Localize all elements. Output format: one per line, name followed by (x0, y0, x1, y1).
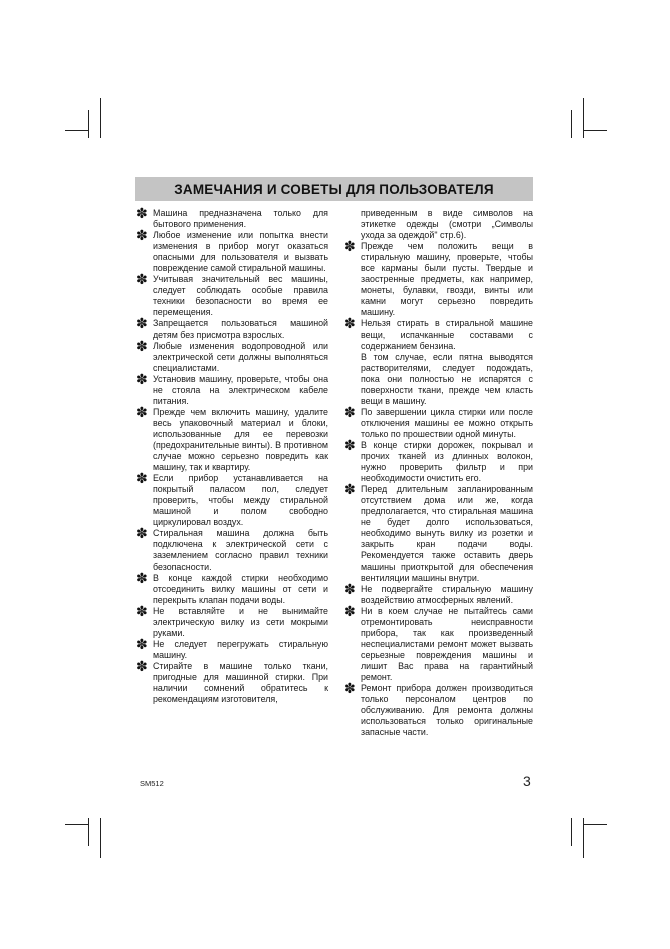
list-item-extra-text: В том случае, если пятна выводятся растворителями, следует подождать, пока они полностью не испарятся с поверхности ткани, прежде чем класть вещи в машину. (361, 351, 533, 406)
list-item (135, 315, 328, 340)
flower-bullet-icon: ✽ (344, 315, 356, 332)
list-item-text: Нельзя стирать в стиральной машине вещи, испачканные составами с содержанием бензина. (361, 318, 533, 351)
list-item (135, 470, 328, 528)
list-item-text: Стиральная машина должна быть подключена к электрической сети с заземлением согласно правил техники безопасности. (153, 528, 328, 572)
list-item-text: Любое изменение или попытка внести изменения в прибор могут оказаться опасными для пользователя и вызвать повреждение самой стиральной машины. (153, 230, 328, 274)
left-column (135, 205, 328, 705)
flower-bullet-icon: ✽ (136, 403, 148, 420)
list-item (135, 227, 328, 274)
crop-mark (100, 818, 101, 858)
flower-bullet-icon: ✽ (344, 403, 356, 420)
list-item-text: Если прибор устанавливается на покрытый паласом пол, следует проверить, чтобы между стиральной машиной и полом свободно циркулировал воздух. (153, 473, 328, 528)
list-item (135, 525, 328, 572)
list-item-text: В конце стирки дорожек, покрывал и прочих тканей из длинных волокон, нужно проверить фильтр и при необходимости очистить его. (361, 439, 533, 484)
list-item (343, 436, 533, 484)
list-item-continuation: приведенным в виде символов на этикетке одежды (смотри „Символы ухода за одеждой" стр.6). (361, 208, 533, 241)
flower-bullet-icon: ✽ (344, 238, 356, 255)
list-item (343, 315, 533, 406)
list-item (135, 370, 328, 407)
crop-mark (65, 130, 89, 131)
list-item-text: Установив машину, проверьте, чтобы она не стояла на электрическом кабеле питания. (153, 373, 328, 406)
flower-bullet-icon: ✽ (136, 337, 148, 354)
list-item (135, 569, 328, 606)
crop-mark (583, 98, 584, 138)
list-item (343, 602, 533, 683)
flower-bullet-icon: ✽ (344, 680, 356, 697)
right-column (343, 208, 533, 738)
list-item-text: Учитывая значительный вес машины, следует соблюдать особые правила техники безопасности во время ее перемещения. (153, 274, 328, 318)
list-item (135, 205, 328, 230)
list-item-text: Прежде чем включить машину, удалите весь упаковочный материал и блоки, использованные для ее перевозки (предохранительные винты). В противном случае можно серьезно повредить как машину, так и квартиру. (153, 406, 328, 473)
list-item-text: Запрещается пользоваться машиной детям без присмотра взрослых. (153, 318, 328, 340)
crop-mark (65, 824, 89, 825)
flower-bullet-icon: ✽ (136, 205, 148, 221)
list-item-text: Любые изменения водопроводной или электрической сети должны выполняться специалистами. (153, 340, 328, 373)
list-item-text: Перед длительным запланированным отсутствием дома или же, когда предполагается, что стиральная машина не будет долго использоваться, необходимо вынуть вилку из розетки и закрыть кран подачи воды. Рекомендуется также оставить дверь машины приоткрытой для обеспечения вентиляции машины внутри. (361, 484, 533, 583)
list-item (135, 337, 328, 374)
crop-mark (583, 130, 607, 131)
list-item-text: Ремонт прибора должен производиться только персоналом центров по обслуживанию. Для ремонта должны использоваться только оригинальные запасные части. (361, 683, 533, 738)
flower-bullet-icon: ✽ (136, 227, 148, 244)
page-number: 3 (523, 773, 531, 789)
list-item (135, 635, 328, 661)
crop-mark (583, 824, 607, 825)
flower-bullet-icon: ✽ (136, 635, 148, 652)
flower-bullet-icon: ✽ (136, 525, 148, 542)
list-item (343, 680, 533, 738)
list-item-text: Ни в коем случае не пытайтесь сами отремонтировать неисправности прибора, так как произведенный неспециалистами ремонт может вызвать серьезные повреждения машины и лишит Вас права на гарантийный ремонт. (361, 605, 533, 682)
section-title-bar (135, 177, 533, 201)
model-code: SM512 (140, 779, 164, 788)
flower-bullet-icon: ✽ (136, 569, 148, 586)
list-item-text: Стирайте в машине только ткани, пригодные для машинной стирки. При наличии сомнений обратитесь к рекомендациям изготовителя, (153, 660, 328, 705)
list-item (135, 403, 328, 473)
list-item-text: Не вставляйте и не вынимайте электрическую вилку из сети мокрыми руками. (153, 605, 328, 638)
flower-bullet-icon: ✽ (344, 602, 356, 619)
flower-bullet-icon: ✽ (344, 481, 356, 498)
list-item (343, 403, 533, 440)
list-item-text: По завершении цикла стирки или после отключения машины ее можно открыть только по прошествии одной минуты. (361, 406, 533, 439)
flower-bullet-icon: ✽ (136, 271, 148, 288)
list-item (135, 657, 328, 705)
crop-mark (571, 818, 572, 846)
page-title: ЗАМЕЧАНИЯ И СОВЕТЫ ДЛЯ ПОЛЬЗОВАТЕЛЯ (174, 181, 494, 197)
list-item (343, 580, 533, 606)
flower-bullet-icon: ✽ (136, 315, 148, 332)
flower-bullet-icon: ✽ (344, 436, 356, 453)
list-item-text: Машина предназначена только для бытового применения. (153, 208, 328, 230)
list-item (343, 481, 533, 583)
list-item-text: Не подвергайте стиральную машину воздействию атмосферных явлений. (361, 583, 533, 605)
flower-bullet-icon: ✽ (344, 580, 356, 597)
list-item-text: В конце каждой стирки необходимо отсоединить вилку машины от сети и перекрыть клапан подачи воды. (153, 572, 328, 605)
crop-mark (88, 110, 89, 138)
list-item-text: Прежде чем положить вещи в стиральную машину, проверьте, чтобы все карманы были пусты. Твердые и заостренные предметы, как например, монеты, булавки, гвозди, винты или камни могут серьезно повредить машину. (361, 241, 533, 318)
crop-mark (100, 98, 101, 138)
list-item (135, 271, 328, 318)
flower-bullet-icon: ✽ (136, 602, 148, 619)
list-item (135, 602, 328, 639)
flower-bullet-icon: ✽ (136, 470, 148, 487)
crop-mark (88, 818, 89, 846)
crop-mark (571, 110, 572, 138)
flower-bullet-icon: ✽ (136, 370, 148, 387)
flower-bullet-icon: ✽ (136, 657, 148, 674)
list-item (343, 238, 533, 318)
list-item-text: Не следует перегружать стиральную машину. (153, 638, 328, 660)
